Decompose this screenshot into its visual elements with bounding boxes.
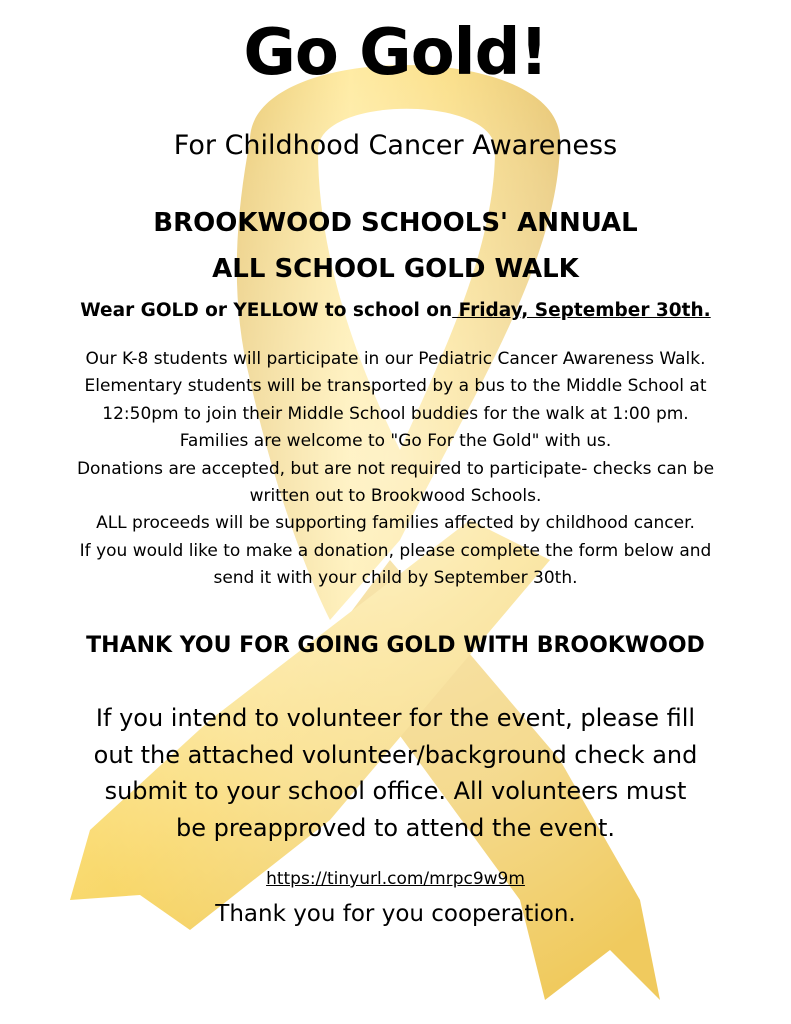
volunteer-form-link[interactable]: https://tinyurl.com/mrpc9w9m [266, 869, 525, 889]
description-line: ALL proceeds will be supporting families affected by childhood cancer. [96, 513, 695, 534]
description-line: written out to Brookwood Schools. [249, 486, 542, 507]
volunteer-form-link-wrap [0, 868, 791, 890]
volunteer-line: out the attached volunteer/background check and [93, 740, 698, 769]
thank-you-banner: THANK YOU FOR GOING GOLD WITH BROOKWOOD [86, 633, 705, 658]
event-date: Friday, September 30th. [452, 300, 711, 321]
event-heading [0, 200, 791, 292]
wear-instruction [0, 299, 791, 323]
description-line: Our K-8 students will participate in our Pediatric Cancer Awareness Walk. [85, 349, 706, 369]
description-line: Families are welcome to "Go For the Gold" with us. [179, 431, 612, 452]
volunteer-line: be preapproved to attend the event. [175, 813, 616, 842]
event-heading-line: BROOKWOOD SCHOOLS' ANNUAL [153, 208, 638, 238]
description-line: Donations are accepted, but are not required to participate- checks can be [76, 458, 715, 479]
description-line: Elementary students will be transported by a bus to the Middle School at [84, 376, 707, 397]
volunteer-line: If you intend to volunteer for the event, please fill [95, 704, 696, 732]
volunteer-line: submit to your school office. All volunteers must [104, 777, 687, 805]
description-line: If you would like to make a donation, please complete the form below and [79, 540, 712, 561]
description-line: 12:50pm to join their Middle School buddies for the walk at 1:00 pm. [102, 403, 689, 424]
description-line: send it with your child by September 30th. [213, 568, 578, 589]
event-description [0, 346, 791, 593]
closing-text: Thank you for you cooperation. [215, 901, 576, 927]
subtitle: For Childhood Cancer Awareness [173, 130, 618, 161]
event-heading-line: ALL SCHOOL GOLD WALK [212, 254, 579, 284]
wear-text: Wear GOLD or YELLOW to school on [80, 300, 453, 321]
volunteer-notice [0, 700, 791, 846]
page-title: Go Gold! [243, 16, 548, 90]
